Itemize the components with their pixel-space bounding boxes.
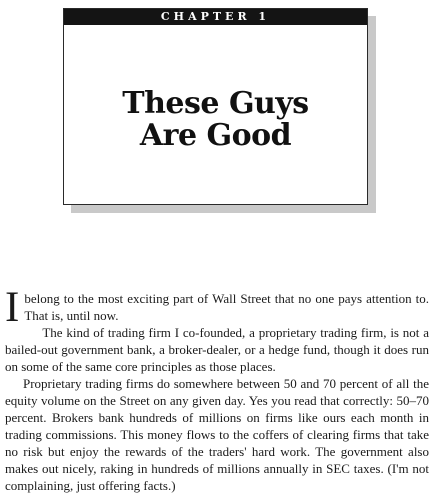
paragraph-2: The kind of trading firm I co-founded, a proprietary trading firm, is not a bailed-out government bank, a broker-dealer, or a hedge fund, though it does run on some of the same core principles as those places. [5, 325, 429, 374]
paragraph-1-text: belong to the most exciting part of Wall Street that no one pays attention to. That is, until now. [24, 291, 429, 323]
body-text [5, 284, 429, 494]
chapter-title [64, 88, 367, 152]
chapter-heading-box [63, 8, 368, 205]
drop-cap: I [5, 284, 20, 331]
chapter-title-line-1: These Guys [122, 86, 309, 121]
chapter-label: CHAPTER 1 [64, 9, 367, 25]
paragraph-3: Proprietary trading firms do somewhere between 50 and 70 percent of all the equity volume on the Street on any given day. Yes you read that correctly: 50–70 percent. Brokers bank hundreds of millions on firms like ours each month in trading commissions. This money flows to the coffers of clearing firms that take no risk but enjoy the rewards of the traders' hard work. The government also makes out nicely, raking in hundreds of millions annually in SEC taxes. (I'm not complaining, just offering facts.) [5, 376, 429, 493]
chapter-title-line-2: Are Good [139, 118, 292, 153]
paragraph-1 [5, 284, 429, 331]
